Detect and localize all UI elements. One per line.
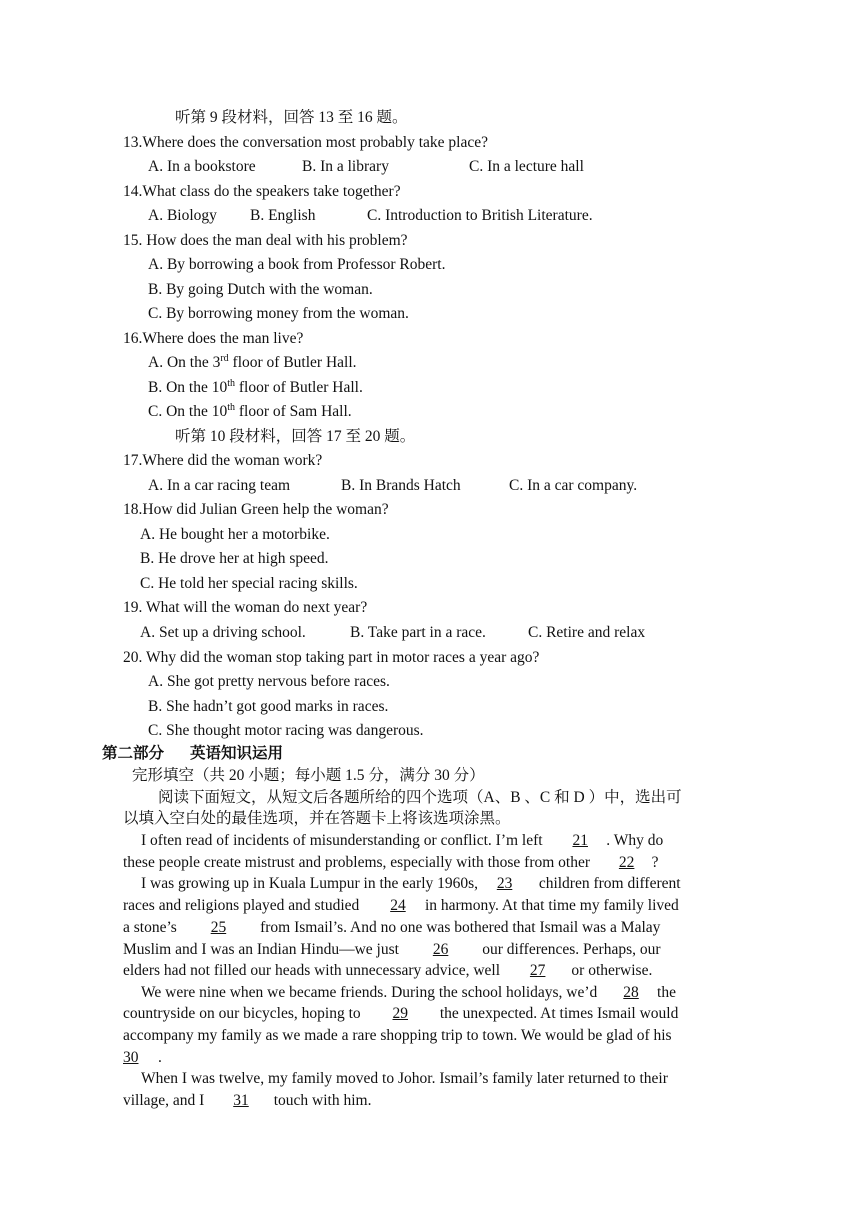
passage-text: touch with him. — [273, 1092, 372, 1109]
option-20b: B. She hadn’t got good marks in races. — [148, 698, 389, 715]
option-16c-pre: C. On the 10 — [148, 403, 228, 420]
option-16a-sup: rd — [220, 352, 229, 364]
option-13a: A. In a bookstore — [148, 158, 256, 175]
option-14a: A. Biology — [148, 207, 217, 224]
passage-text: ? — [651, 854, 659, 871]
blank-26: 26 — [432, 941, 449, 958]
question-16: 16.Where does the man live? — [123, 330, 304, 347]
passage-p2-line-5 — [123, 961, 652, 981]
option-16c-post: floor of Sam Hall. — [235, 403, 352, 420]
blank-31: 31 — [233, 1092, 249, 1109]
passage-text: the — [657, 984, 676, 1001]
option-14b: B. English — [250, 207, 316, 224]
passage-text: I was growing up in Kuala Lumpur in the early 1960s, — [141, 875, 479, 892]
instruction-line-2: 以填入空白处的最佳选项，并在答题卡上将该选项涂黑。 — [123, 810, 511, 827]
passage-text: from Ismail’s. And no one was bothered that Ismail was a Malay — [260, 919, 661, 936]
option-17b: B. In Brands Hatch — [341, 477, 461, 494]
question-14: 14.What class do the speakers take together? — [123, 183, 401, 200]
passage-text: the unexpected. At times Ismail would — [439, 1005, 679, 1022]
option-16a-post: floor of Butler Hall. — [228, 354, 357, 371]
option-16c-sup: th — [227, 401, 235, 413]
passage-text: a stone’s — [123, 919, 177, 936]
blank-23: 23 — [496, 875, 513, 892]
part-2-title — [102, 744, 283, 764]
blank-29: 29 — [392, 1005, 408, 1022]
passage-text: village, and I — [123, 1092, 205, 1109]
option-19b: B. Take part in a race. — [350, 624, 486, 641]
passage-text: children from different — [538, 875, 681, 892]
option-13b: B. In a library — [302, 158, 389, 175]
blank-21: 21 — [572, 832, 588, 849]
passage-text: or otherwise. — [571, 962, 653, 979]
part-2-label: 第二部分 — [102, 745, 165, 762]
passage-p2-line-4 — [123, 940, 661, 960]
blank-22: 22 — [618, 854, 635, 871]
passage-p1-line-1 — [141, 831, 663, 851]
option-18a: A. He bought her a motorbike. — [140, 526, 330, 543]
passage-p1-line-2 — [123, 853, 659, 873]
option-14c: C. Introduction to British Literature. — [367, 207, 593, 224]
blank-24: 24 — [390, 897, 406, 914]
passage-text: our differences. Perhaps, our — [482, 941, 661, 958]
question-18: 18.How did Julian Green help the woman? — [123, 501, 389, 518]
option-18c: C. He told her special racing skills. — [140, 575, 358, 592]
blank-28: 28 — [623, 984, 639, 1001]
passage-text: races and religions played and studied — [123, 897, 360, 914]
option-17a: A. In a car racing team — [148, 477, 291, 494]
cloze-title: 完形填空（共 20 小题；每小题 1.5 分，满分 30 分） — [132, 767, 485, 784]
option-20c: C. She thought motor racing was dangerous. — [148, 722, 424, 739]
passage-p3-line-3: accompany my family as we made a rare shopping trip to town. We would be glad of his — [123, 1027, 672, 1044]
blank-27: 27 — [529, 962, 546, 979]
option-16c — [148, 402, 352, 422]
option-16b — [148, 378, 363, 398]
question-19: 19. What will the woman do next year? — [123, 599, 368, 616]
option-16b-pre: B. On the 10 — [148, 379, 228, 396]
blank-25: 25 — [210, 919, 227, 936]
passage-text: We were nine when we became friends. During the school holidays, we’d — [141, 984, 598, 1001]
blank-30: 30 — [123, 1049, 139, 1066]
passage-p3-line-1 — [141, 983, 676, 1003]
option-13c: C. In a lecture hall — [469, 158, 584, 175]
passage-text: elders had not filled our heads with unnecessary advice, well — [123, 962, 501, 979]
option-19c: C. Retire and relax — [528, 624, 646, 641]
option-19a: A. Set up a driving school. — [140, 624, 306, 641]
passage-p3-line-4 — [123, 1048, 162, 1068]
passage-p2-line-3 — [123, 918, 660, 938]
option-16b-post: floor of Butler Hall. — [235, 379, 363, 396]
section-10-header: 听第 10 段材料，回答 17 至 20 题。 — [175, 428, 416, 445]
passage-p3-line-2 — [123, 1004, 678, 1024]
passage-text: . Why do — [606, 832, 664, 849]
passage-text: . — [158, 1049, 162, 1066]
option-15c: C. By borrowing money from the woman. — [148, 305, 409, 322]
option-15b: B. By going Dutch with the woman. — [148, 281, 373, 298]
passage-text: these people create mistrust and problems, especially with those from other — [123, 854, 591, 871]
section-9-header: 听第 9 段材料，回答 13 至 16 题。 — [175, 109, 408, 126]
instruction-line-1: 阅读下面短文，从短文后各题所给的四个选项（A、B 、C 和 D ）中，选出可 — [158, 789, 682, 806]
option-16a-pre: A. On the 3 — [148, 354, 221, 371]
question-13: 13.Where does the conversation most probably take place? — [123, 134, 488, 151]
passage-text: countryside on our bicycles, hoping to — [123, 1005, 361, 1022]
option-16a — [148, 353, 357, 373]
option-20a: A. She got pretty nervous before races. — [148, 673, 390, 690]
option-16b-sup: th — [227, 377, 235, 389]
option-15a: A. By borrowing a book from Professor Robert. — [148, 256, 446, 273]
part-2-name: 英语知识运用 — [190, 745, 284, 762]
passage-text: Muslim and I was an Indian Hindu—we just — [123, 941, 399, 958]
passage-text: I often read of incidents of misunderstanding or conflict. I’m left — [141, 832, 543, 849]
question-17: 17.Where did the woman work? — [123, 452, 323, 469]
passage-text: in harmony. At that time my family lived — [424, 897, 679, 914]
option-18b: B. He drove her at high speed. — [140, 550, 329, 567]
question-15: 15. How does the man deal with his problem? — [123, 232, 408, 249]
passage-p4-line-2 — [123, 1091, 371, 1111]
passage-p2-line-1 — [141, 874, 681, 894]
option-17c: C. In a car company. — [509, 477, 638, 494]
passage-p2-line-2 — [123, 896, 679, 916]
passage-p4-line-1: When I was twelve, my family moved to Johor. Ismail’s family later returned to their — [141, 1070, 668, 1087]
question-20: 20. Why did the woman stop taking part in motor races a year ago? — [123, 649, 540, 666]
